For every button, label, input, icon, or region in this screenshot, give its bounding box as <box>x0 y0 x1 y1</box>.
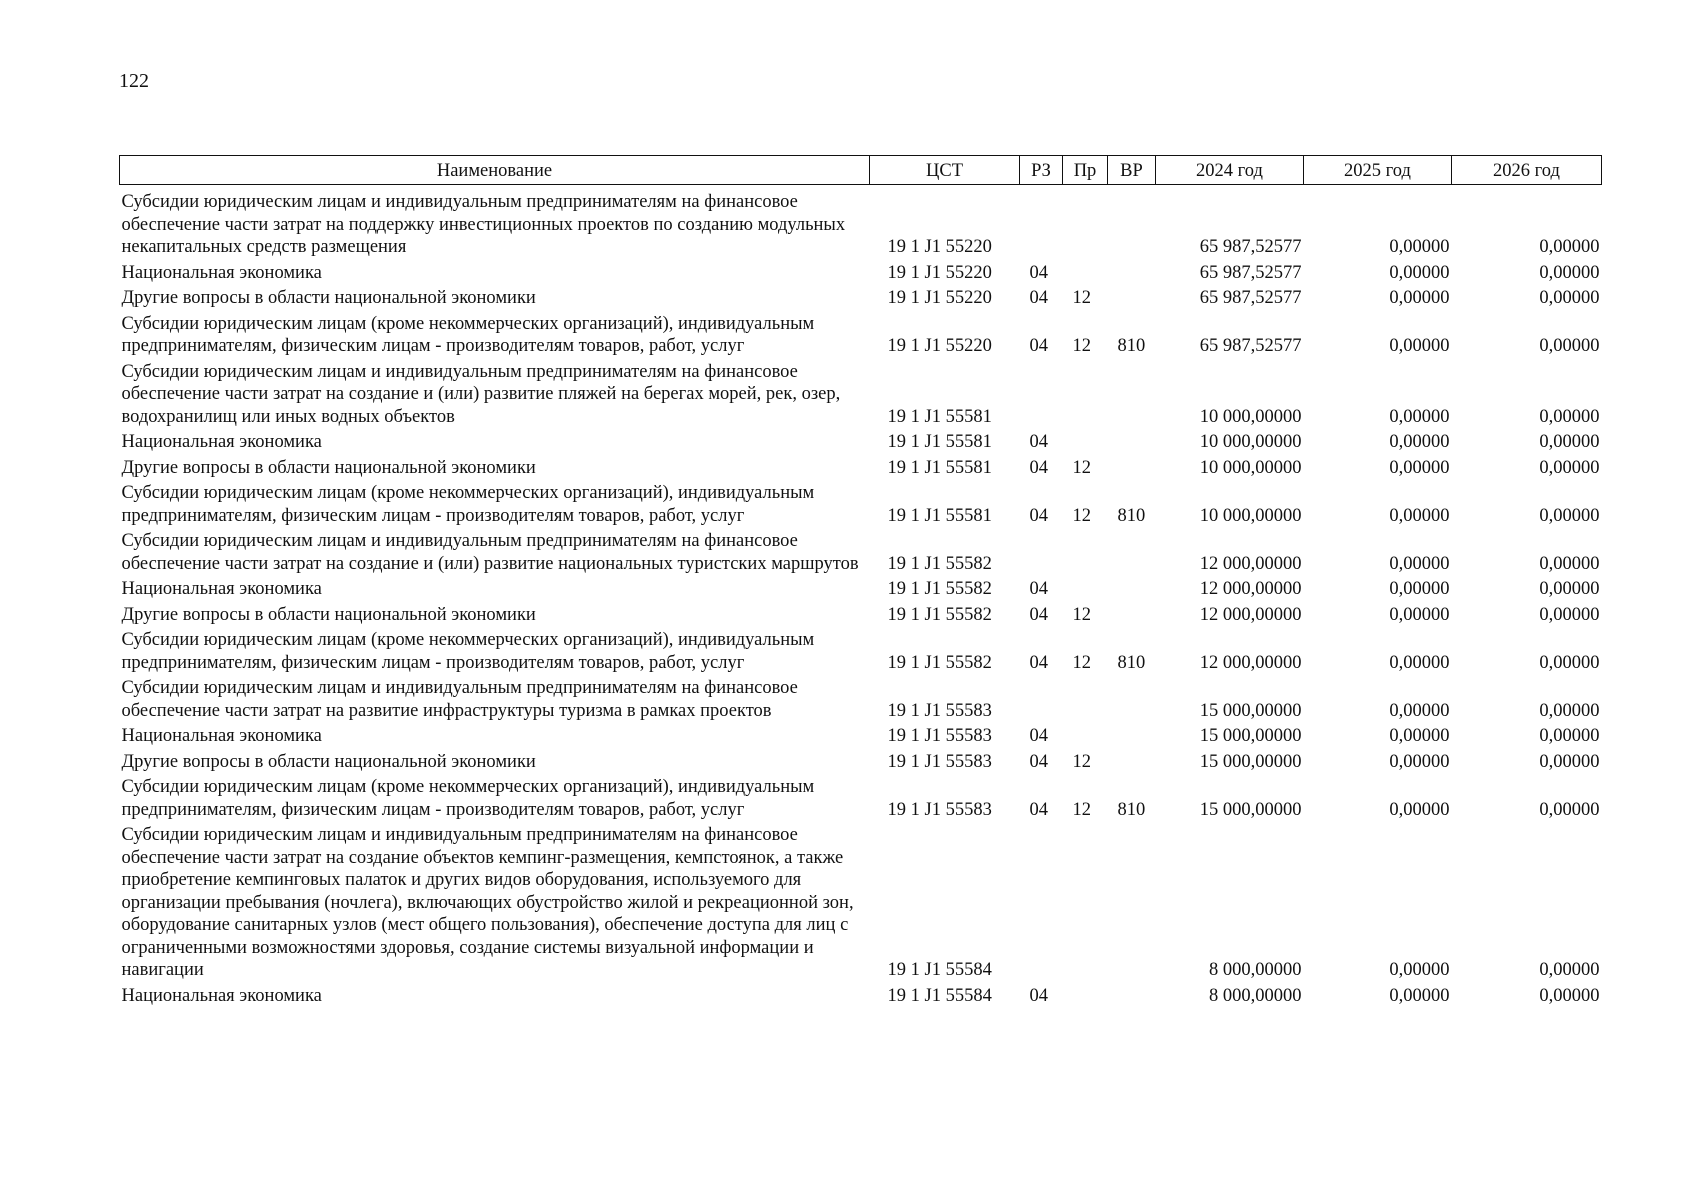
cell-2024: 65 987,52577 <box>1199 288 1302 308</box>
cell-name: Субсидии юридическим лицам (кроме некоммерческих организаций), индивидуальным предпринимателям, физическим лицам - производителям товаров, работ, услуг <box>121 630 815 673</box>
cell-vr <box>1108 457 1156 483</box>
header-2024: 2024 год <box>1156 156 1304 185</box>
cell-name: Национальная экономика <box>121 985 322 1006</box>
cell-2025: 0,00000 <box>1389 237 1450 257</box>
cell-rz: 04 <box>1029 432 1048 452</box>
cell-2024: 12 000,00000 <box>1199 604 1302 625</box>
cell-2024: 12 000,00000 <box>1199 652 1302 673</box>
cell-name: Национальная экономика <box>121 726 322 746</box>
cell-2025: 0,00000 <box>1389 726 1450 746</box>
header-cst: ЦСТ <box>870 156 1020 185</box>
cell-name: Субсидии юридическим лицам и индивидуальным предпринимателям на финансовое обеспечение части затрат на поддержку инвестиционных проектов по созданию модульных некапитальных средств размещения <box>121 192 846 257</box>
cell-rz: 04 <box>1029 985 1048 1006</box>
cell-rz: 04 <box>1029 262 1048 283</box>
cell-vr: 810 <box>1117 336 1146 356</box>
cell-2026: 0,00000 <box>1539 288 1600 308</box>
cell-name: Субсидии юридическим лицам (кроме некоммерческих организаций), индивидуальным предпринимателям, физическим лицам - производителям товаров, работ, услуг <box>121 777 815 820</box>
cell-rz <box>1020 185 1063 262</box>
cell-pr <box>1063 824 1108 985</box>
cell-cst: 19 1 J1 55582 <box>887 652 992 673</box>
cell-2025: 0,00000 <box>1389 604 1450 625</box>
cell-vr <box>1108 985 1156 1011</box>
cell-2026: 0,00000 <box>1539 652 1600 673</box>
cell-2025: 0,00000 <box>1389 960 1450 980</box>
cell-cst: 19 1 J1 55220 <box>887 262 992 283</box>
cell-pr <box>1063 431 1108 457</box>
table-row <box>120 725 1602 751</box>
cell-2025: 0,00000 <box>1389 505 1450 526</box>
cell-2024: 10 000,00000 <box>1199 432 1302 452</box>
cell-pr <box>1063 361 1108 432</box>
cell-2024: 15 000,00000 <box>1199 751 1302 772</box>
table-row <box>120 262 1602 288</box>
cell-vr: 810 <box>1117 652 1146 673</box>
cell-cst: 19 1 J1 55582 <box>887 579 992 599</box>
table-row <box>120 985 1602 1011</box>
cell-2024: 10 000,00000 <box>1199 457 1302 478</box>
cell-rz <box>1020 824 1063 985</box>
cell-pr <box>1063 578 1108 604</box>
cell-pr: 12 <box>1072 751 1091 772</box>
cell-name: Субсидии юридическим лицам и индивидуальным предпринимателям на финансовое обеспечение части затрат на создание и (или) развитие национальных туристских маршрутов <box>121 531 859 574</box>
cell-2024: 65 987,52577 <box>1199 262 1302 283</box>
cell-2026: 0,00000 <box>1539 726 1600 746</box>
cell-vr <box>1108 578 1156 604</box>
cell-vr <box>1108 824 1156 985</box>
cell-vr <box>1108 604 1156 630</box>
cell-pr <box>1063 262 1108 288</box>
header-2026: 2026 год <box>1452 156 1602 185</box>
table-header-row <box>120 156 1602 185</box>
cell-2025: 0,00000 <box>1389 751 1450 772</box>
cell-vr <box>1108 262 1156 288</box>
cell-pr: 12 <box>1072 505 1091 526</box>
cell-cst: 19 1 J1 55584 <box>887 985 992 1006</box>
cell-2026: 0,00000 <box>1539 604 1600 625</box>
cell-rz: 04 <box>1029 288 1048 308</box>
cell-rz: 04 <box>1029 726 1048 746</box>
cell-2026: 0,00000 <box>1539 751 1600 772</box>
cell-name: Субсидии юридическим лицам и индивидуальным предпринимателям на финансовое обеспечение части затрат на создание и (или) развитие пляжей на берегах морей, рек, озер, водохранилищ или иных водных объектов <box>121 361 841 427</box>
cell-cst: 19 1 J1 55220 <box>887 288 992 308</box>
table-row <box>120 604 1602 630</box>
cell-2026: 0,00000 <box>1539 579 1600 599</box>
cell-cst: 19 1 J1 55220 <box>887 336 992 356</box>
cell-pr: 12 <box>1072 288 1091 308</box>
cell-pr <box>1063 185 1108 262</box>
cell-vr: 810 <box>1117 505 1146 526</box>
cell-2026: 0,00000 <box>1539 505 1600 526</box>
cell-vr <box>1108 725 1156 751</box>
cell-2024: 8 000,00000 <box>1209 985 1302 1006</box>
cell-vr <box>1108 185 1156 262</box>
cell-2024: 12 000,00000 <box>1199 553 1302 574</box>
cell-2024: 65 987,52577 <box>1199 336 1302 356</box>
cell-2026: 0,00000 <box>1539 799 1600 820</box>
budget-table <box>119 155 1602 1010</box>
cell-2025: 0,00000 <box>1389 262 1450 283</box>
cell-name: Другие вопросы в области национальной экономики <box>121 288 536 308</box>
cell-2025: 0,00000 <box>1389 553 1450 574</box>
header-name: Наименование <box>120 156 870 185</box>
cell-name: Другие вопросы в области национальной экономики <box>121 457 536 478</box>
cell-rz: 04 <box>1029 751 1048 772</box>
cell-cst: 19 1 J1 55583 <box>887 726 992 746</box>
cell-cst: 19 1 J1 55220 <box>887 237 992 257</box>
cell-name: Национальная экономика <box>121 432 322 452</box>
cell-vr <box>1108 677 1156 725</box>
cell-pr: 12 <box>1072 652 1091 673</box>
cell-cst: 19 1 J1 55581 <box>887 432 992 452</box>
cell-name: Субсидии юридическим лицам и индивидуальным предпринимателям на финансовое обеспечение части затрат на развитие инфраструктуры туризма в рамках проектов <box>121 678 798 721</box>
cell-2026: 0,00000 <box>1539 553 1600 574</box>
cell-rz: 04 <box>1029 457 1048 478</box>
table-row <box>120 361 1602 432</box>
cell-vr <box>1108 287 1156 313</box>
cell-vr <box>1108 431 1156 457</box>
cell-pr <box>1063 725 1108 751</box>
cell-name: Национальная экономика <box>121 262 322 283</box>
table-row <box>120 482 1602 530</box>
cell-2025: 0,00000 <box>1389 406 1450 427</box>
cell-2025: 0,00000 <box>1389 652 1450 673</box>
cell-cst: 19 1 J1 55581 <box>887 505 992 526</box>
cell-2025: 0,00000 <box>1389 700 1450 721</box>
cell-2025: 0,00000 <box>1389 579 1450 599</box>
cell-pr: 12 <box>1072 336 1091 356</box>
cell-vr <box>1108 530 1156 578</box>
cell-rz: 04 <box>1029 604 1048 625</box>
header-pr: Пр <box>1063 156 1108 185</box>
table-row <box>120 629 1602 677</box>
cell-2026: 0,00000 <box>1539 336 1600 356</box>
cell-cst: 19 1 J1 55583 <box>887 751 992 772</box>
cell-rz: 04 <box>1029 652 1048 673</box>
cell-name: Другие вопросы в области национальной экономики <box>121 604 536 625</box>
cell-2026: 0,00000 <box>1539 262 1600 283</box>
cell-cst: 19 1 J1 55583 <box>887 799 992 820</box>
cell-rz: 04 <box>1029 505 1048 526</box>
cell-name: Национальная экономика <box>121 579 322 599</box>
cell-2025: 0,00000 <box>1389 432 1450 452</box>
cell-rz <box>1020 677 1063 725</box>
cell-cst: 19 1 J1 55581 <box>887 457 992 478</box>
cell-2024: 65 987,52577 <box>1199 237 1302 257</box>
table-row <box>120 457 1602 483</box>
cell-2025: 0,00000 <box>1389 288 1450 308</box>
cell-rz: 04 <box>1029 579 1048 599</box>
cell-2024: 10 000,00000 <box>1199 406 1302 427</box>
header-vr: ВР <box>1108 156 1156 185</box>
cell-cst: 19 1 J1 55583 <box>887 700 992 721</box>
cell-rz: 04 <box>1029 336 1048 356</box>
table-row <box>120 530 1602 578</box>
cell-name: Субсидии юридическим лицам (кроме некоммерческих организаций), индивидуальным предпринимателям, физическим лицам - производителям товаров, работ, услуг <box>121 483 815 526</box>
cell-cst: 19 1 J1 55582 <box>887 604 992 625</box>
cell-2026: 0,00000 <box>1539 457 1600 478</box>
cell-pr: 12 <box>1072 799 1091 820</box>
cell-pr: 12 <box>1072 604 1091 625</box>
table-row <box>120 677 1602 725</box>
cell-2024: 12 000,00000 <box>1199 579 1302 599</box>
cell-2026: 0,00000 <box>1539 432 1600 452</box>
cell-2024: 15 000,00000 <box>1199 726 1302 746</box>
cell-pr <box>1063 985 1108 1011</box>
cell-cst: 19 1 J1 55582 <box>887 553 992 574</box>
cell-name: Другие вопросы в области национальной экономики <box>121 751 536 772</box>
cell-vr <box>1108 751 1156 777</box>
table-row <box>120 287 1602 313</box>
cell-2026: 0,00000 <box>1539 985 1600 1006</box>
header-rz: РЗ <box>1020 156 1063 185</box>
cell-cst: 19 1 J1 55584 <box>887 960 992 980</box>
cell-2026: 0,00000 <box>1539 700 1600 721</box>
table-row <box>120 185 1602 262</box>
page-number: 122 <box>119 70 149 92</box>
cell-vr: 810 <box>1117 799 1146 820</box>
header-2025: 2025 год <box>1304 156 1452 185</box>
cell-2026: 0,00000 <box>1539 960 1600 980</box>
cell-2024: 15 000,00000 <box>1199 700 1302 721</box>
cell-2025: 0,00000 <box>1389 336 1450 356</box>
cell-2025: 0,00000 <box>1389 457 1450 478</box>
table-row <box>120 776 1602 824</box>
cell-pr: 12 <box>1072 457 1091 478</box>
table-row <box>120 824 1602 985</box>
cell-name: Субсидии юридическим лицам (кроме некоммерческих организаций), индивидуальным предпринимателям, физическим лицам - производителям товаров, работ, услуг <box>121 313 815 356</box>
cell-2025: 0,00000 <box>1389 799 1450 820</box>
table-body <box>120 185 1602 1011</box>
cell-vr <box>1108 361 1156 432</box>
cell-name: Субсидии юридическим лицам и индивидуальным предпринимателям на финансовое обеспечение части затрат на создание объектов кемпинг-размещения, кемпстоянок, а также приобретение кемпинговых палаток и других видов оборудования, используемого для организации пребывания (ночлега), включающих обустройство жилой и рекреационной зон, оборудование санитарных узлов (мест общего пользования), обеспечение доступа для лиц с ограниченными возможностями здоровья, создание системы визуальной информации и навигации <box>121 825 854 980</box>
table-row <box>120 431 1602 457</box>
table-row <box>120 313 1602 361</box>
cell-rz <box>1020 530 1063 578</box>
cell-2024: 15 000,00000 <box>1199 799 1302 820</box>
cell-2025: 0,00000 <box>1389 985 1450 1006</box>
table-row <box>120 578 1602 604</box>
cell-cst: 19 1 J1 55581 <box>887 406 992 427</box>
cell-2026: 0,00000 <box>1539 406 1600 427</box>
cell-2024: 8 000,00000 <box>1209 960 1302 980</box>
cell-pr <box>1063 677 1108 725</box>
cell-pr <box>1063 530 1108 578</box>
cell-rz: 04 <box>1029 799 1048 820</box>
cell-rz <box>1020 361 1063 432</box>
table-row <box>120 751 1602 777</box>
cell-2024: 10 000,00000 <box>1199 505 1302 526</box>
cell-2026: 0,00000 <box>1539 237 1600 257</box>
